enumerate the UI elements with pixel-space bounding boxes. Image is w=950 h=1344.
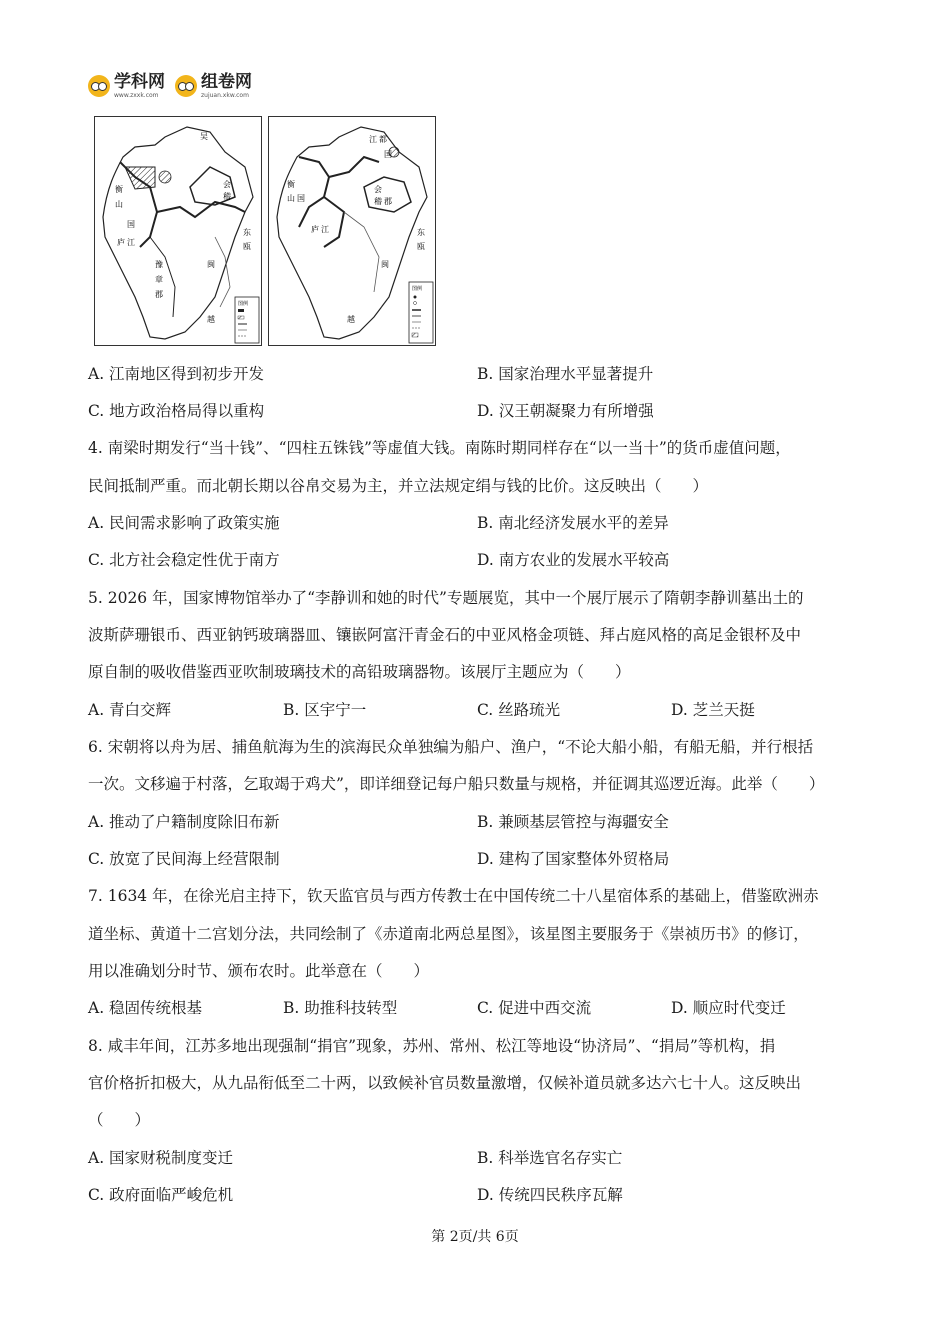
brand-zxxk <box>88 71 165 99</box>
map-label: 东 <box>417 228 425 237</box>
map-label: 庐 <box>117 238 125 247</box>
map-label: 会 <box>223 180 231 189</box>
map-label: 吴 <box>200 132 208 141</box>
owl-logo-icon <box>88 75 110 97</box>
map-label: 江 <box>369 135 377 144</box>
map-label: 衡 <box>115 185 123 194</box>
q8-option-c[interactable]: C. 政府面临严峻危机 <box>88 1186 234 1204</box>
brand-url: zujuan.xkw.com <box>201 91 249 99</box>
q4-stem-line: 4. 南梁时期发行“当十钱”、“四柱五铢钱”等虚值大钱。南陈时期同样存在“以一当十”的货币虚值问题， <box>88 439 791 457</box>
q4-stem-line: 民间抵制严重。而北朝长期以谷帛交易为主，并立法规定绢与钱的比价。这反映出（ ） <box>88 477 709 495</box>
map-label: 闽 <box>381 260 389 269</box>
q4-option-c[interactable]: C. 北方社会稳定性优于南方 <box>88 551 280 569</box>
q4-option-d[interactable]: D. 南方农业的发展水平较高 <box>477 551 670 569</box>
map-label: 越 <box>207 315 215 324</box>
map-legend-title: 图例 <box>412 286 423 292</box>
q5-stem-line: 波斯萨珊银币、西亚钠钙玻璃器皿、镶嵌阿富汗青金石的中亚风格金项链、拜占庭风格的高足金银杯及中 <box>88 626 802 644</box>
brand-name: 组卷网 <box>201 71 252 92</box>
q3-option-d[interactable]: D. 汉王朝凝聚力有所增强 <box>477 402 654 420</box>
q5-option-c[interactable]: C. 丝路琉光 <box>477 701 561 719</box>
brand-zujuan <box>175 71 252 99</box>
map-label: 江 <box>321 225 329 234</box>
q8-option-b[interactable]: B. 科举选官名存实亡 <box>477 1149 623 1167</box>
map-label: 豫 <box>155 260 163 269</box>
q5-stem-line: 5. 2026 年，国家博物馆举办了“李静训和她的时代”专题展览，其中一个展厅展示了隋朝李静训墓出土的 <box>88 589 804 607</box>
q3-option-a[interactable]: A. 江南地区得到初步开发 <box>88 365 265 383</box>
map-label: 衡 <box>287 180 295 189</box>
owl-logo-icon <box>175 75 197 97</box>
q8-stem-line: 官价格折扣极大，从九品衔低至二十两，以致候补官员数量激增，仅候补道员就多达六七十人。这反映出 <box>88 1074 802 1092</box>
map-label: 会 <box>374 185 382 194</box>
map-label: 瓯 <box>417 242 425 251</box>
brand-url: www.zxxk.com <box>114 91 159 99</box>
brand-name: 学科网 <box>114 71 165 92</box>
map-label: 闽 <box>207 260 215 269</box>
q6-option-b[interactable]: B. 兼顾基层管控与海疆安全 <box>477 813 669 831</box>
map-label: 郡 <box>155 290 163 299</box>
map-label: 稽 <box>223 192 231 201</box>
q7-stem-line: 用以准确划分时节、颁布农时。此举意在（ ） <box>88 962 430 980</box>
map-legend-title: 图例 <box>238 301 249 307</box>
q6-option-c[interactable]: C. 放宽了民间海上经营限制 <box>88 850 280 868</box>
q7-stem-line: 道坐标、黄道十二宫划分法，共同绘制了《赤道南北两总星图》，该星图主要服务于《崇祯历书》的修订， <box>88 925 809 943</box>
map-label: 山 <box>115 200 123 209</box>
q3-option-c[interactable]: C. 地方政治格局得以重构 <box>88 402 265 420</box>
q6-stem-line: 6. 宋朝将以舟为居、捕鱼航海为生的滨海民众单独编为船户、渔户，“不论大船小船，有船无船，并行根括 <box>88 738 814 756</box>
q8-stem-line: 8. 咸丰年间，江苏多地出现强制“捐官”现象，苏州、常州、松江等地设“协济局”、“捐局”等机构，捐 <box>88 1037 776 1055</box>
map-label: 江 <box>127 238 135 247</box>
q8-stem-line: （ ） <box>88 1111 151 1129</box>
q8-option-d[interactable]: D. 传统四民秩序瓦解 <box>477 1186 623 1204</box>
map-label: 稽 <box>374 197 382 206</box>
q3-option-b[interactable]: B. 国家治理水平显著提升 <box>477 365 654 383</box>
header-logo <box>88 68 252 104</box>
q6-stem-line: 一次。文移遍于村落，乞取竭于鸡犬”，即详细登记每户船只数量与规格，并征调其巡逻近海。此举（ ） <box>88 775 825 793</box>
map-label: 国 <box>297 194 305 203</box>
q6-option-d[interactable]: D. 建构了国家整体外贸格局 <box>477 850 670 868</box>
map-label: 越 <box>347 315 355 324</box>
q5-option-a[interactable]: A. 青白交辉 <box>88 701 172 719</box>
map-left <box>94 116 262 346</box>
map-label: 都 <box>379 135 387 144</box>
map-label: 瓯 <box>243 242 251 251</box>
q5-option-b[interactable]: B. 区宇宁一 <box>283 701 367 719</box>
q8-option-a[interactable]: A. 国家财税制度变迁 <box>88 1149 234 1167</box>
historical-maps <box>94 116 436 346</box>
map-label: 国 <box>384 150 392 159</box>
q7-stem-line: 7. 1634 年，在徐光启主持下，钦天监官员与西方传教士在中国传统二十八星宿体系的基础上，借鉴欧洲赤 <box>88 887 819 905</box>
map-label: 东 <box>243 228 251 237</box>
map-right <box>268 116 436 346</box>
map-label: 庐 <box>311 225 319 234</box>
map-label: 山 <box>287 194 295 203</box>
map-label: 章 <box>155 275 163 284</box>
q5-stem-line: 原自制的吸收借鉴西亚吹制玻璃技术的高铅玻璃器物。该展厅主题应为（ ） <box>88 663 631 681</box>
q6-option-a[interactable]: A. 推动了户籍制度除旧布新 <box>88 813 280 831</box>
q7-option-a[interactable]: A. 稳固传统根基 <box>88 999 203 1017</box>
q7-option-c[interactable]: C. 促进中西交流 <box>477 999 592 1017</box>
page-number: 第 2页/共 6页 <box>431 1229 519 1245</box>
map-label: 国 <box>127 220 135 229</box>
q5-option-d[interactable]: D. 芝兰天挺 <box>671 701 755 719</box>
map-label: 郡 <box>384 197 392 206</box>
q7-option-b[interactable]: B. 助推科技转型 <box>283 999 398 1017</box>
q4-option-b[interactable]: B. 南北经济发展水平的差异 <box>477 514 669 532</box>
q4-option-a[interactable]: A. 民间需求影响了政策实施 <box>88 514 280 532</box>
q7-option-d[interactable]: D. 顺应时代变迁 <box>671 999 786 1017</box>
